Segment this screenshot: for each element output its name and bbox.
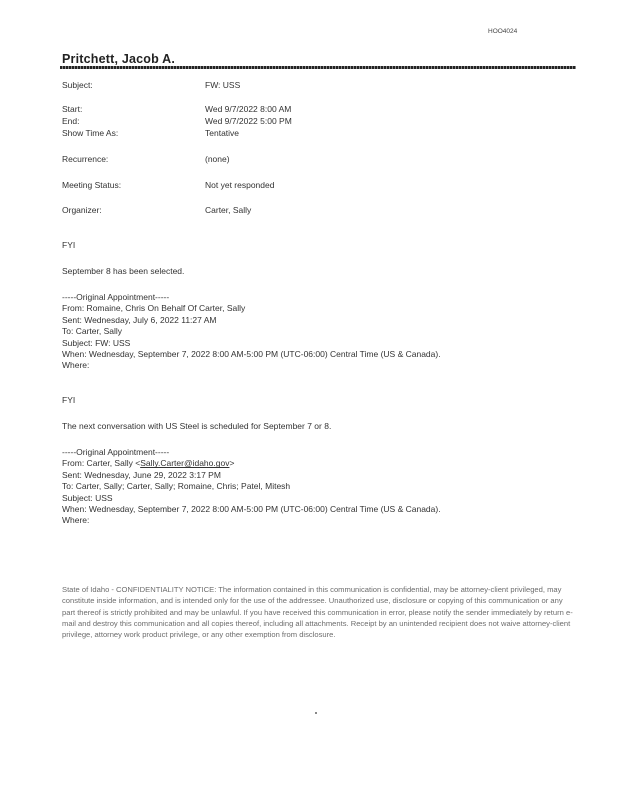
subject-value: FW: USS (205, 80, 241, 90)
orig2-where: Where: (62, 515, 90, 526)
meeting-status-value: Not yet responded (205, 180, 275, 190)
organizer-value: Carter, Sally (205, 205, 252, 215)
original-appointment-2 (62, 447, 441, 527)
show-time-as-label: Show Time As: (62, 128, 119, 138)
end-value: Wed 9/7/2022 5:00 PM (205, 116, 292, 126)
start-value: Wed 9/7/2022 8:00 AM (205, 104, 292, 114)
orig1-header: -----Original Appointment----- (62, 292, 170, 302)
mailbox-owner-name: Pritchett, Jacob A. (62, 52, 176, 66)
end-label: End: (62, 116, 80, 126)
confidentiality-notice: State of Idaho - CONFIDENTIALITY NOTICE: The information contained in this communication is confidential, may be attorney-client privileged, may constitute inside information, and is intended only for the use of the addressee. Unauthorized use, disclosure or copying of this communication or any part thereof is strictly prohibited and may be unlawful. If you have received this communication in error, please notify the sender immediately by return e-mail and destroy this communication and all copies thereof, including all attachments. Receipt by an unintended recipient does not waive attorney-client privilege, attorney work product privilege, or any other exemption from disclosure. (62, 585, 573, 640)
orig1-when: When: Wednesday, September 7, 2022 8:00 AM-5:00 PM (UTC-06:00) Central Time (US & Canada). (62, 349, 441, 360)
message-line-1: September 8 has been selected. (62, 266, 185, 276)
start-label: Start: (62, 104, 83, 114)
orig1-where: Where: (62, 360, 90, 371)
fyi-note-1: FYI (62, 240, 76, 250)
message-line-2: The next conversation with US Steel is scheduled for September 7 or 8. (62, 421, 332, 431)
orig2-from (62, 458, 441, 469)
organizer-label: Organizer: (62, 205, 102, 215)
orig2-from-suffix: > (229, 458, 235, 469)
fyi-note-2: FYI (62, 395, 76, 405)
recurrence-label: Recurrence: (62, 154, 109, 164)
recurrence-value: (none) (205, 154, 230, 164)
sender-email-link[interactable]: Sally.Carter@idaho.gov (140, 458, 230, 469)
original-appointment-1 (62, 292, 441, 372)
meeting-status-label: Meeting Status: (62, 180, 122, 190)
orig1-subject: Subject: FW: USS (62, 337, 131, 348)
orig2-header: -----Original Appointment----- (62, 447, 170, 457)
orig2-sent: Sent: Wednesday, June 29, 2022 3:17 PM (62, 469, 221, 480)
scan-speck (315, 712, 317, 714)
bates-number: HOO4024 (488, 28, 518, 35)
orig1-from: From: Romaine, Chris On Behalf Of Carter, Sally (62, 303, 246, 314)
orig2-when: When: Wednesday, September 7, 2022 8:00 AM-5:00 PM (UTC-06:00) Central Time (US & Canada). (62, 504, 441, 515)
show-time-as-value: Tentative (205, 128, 240, 138)
header-divider (60, 66, 576, 69)
orig2-to: To: Carter, Sally; Carter, Sally; Romaine, Chris; Patel, Mitesh (62, 481, 291, 492)
orig2-subject: Subject: USS (62, 492, 113, 503)
orig2-from-prefix: From: Carter, Sally < (62, 458, 141, 469)
orig1-to: To: Carter, Sally (62, 326, 122, 337)
orig1-sent: Sent: Wednesday, July 6, 2022 11:27 AM (62, 314, 217, 325)
subject-label: Subject: (62, 80, 93, 90)
